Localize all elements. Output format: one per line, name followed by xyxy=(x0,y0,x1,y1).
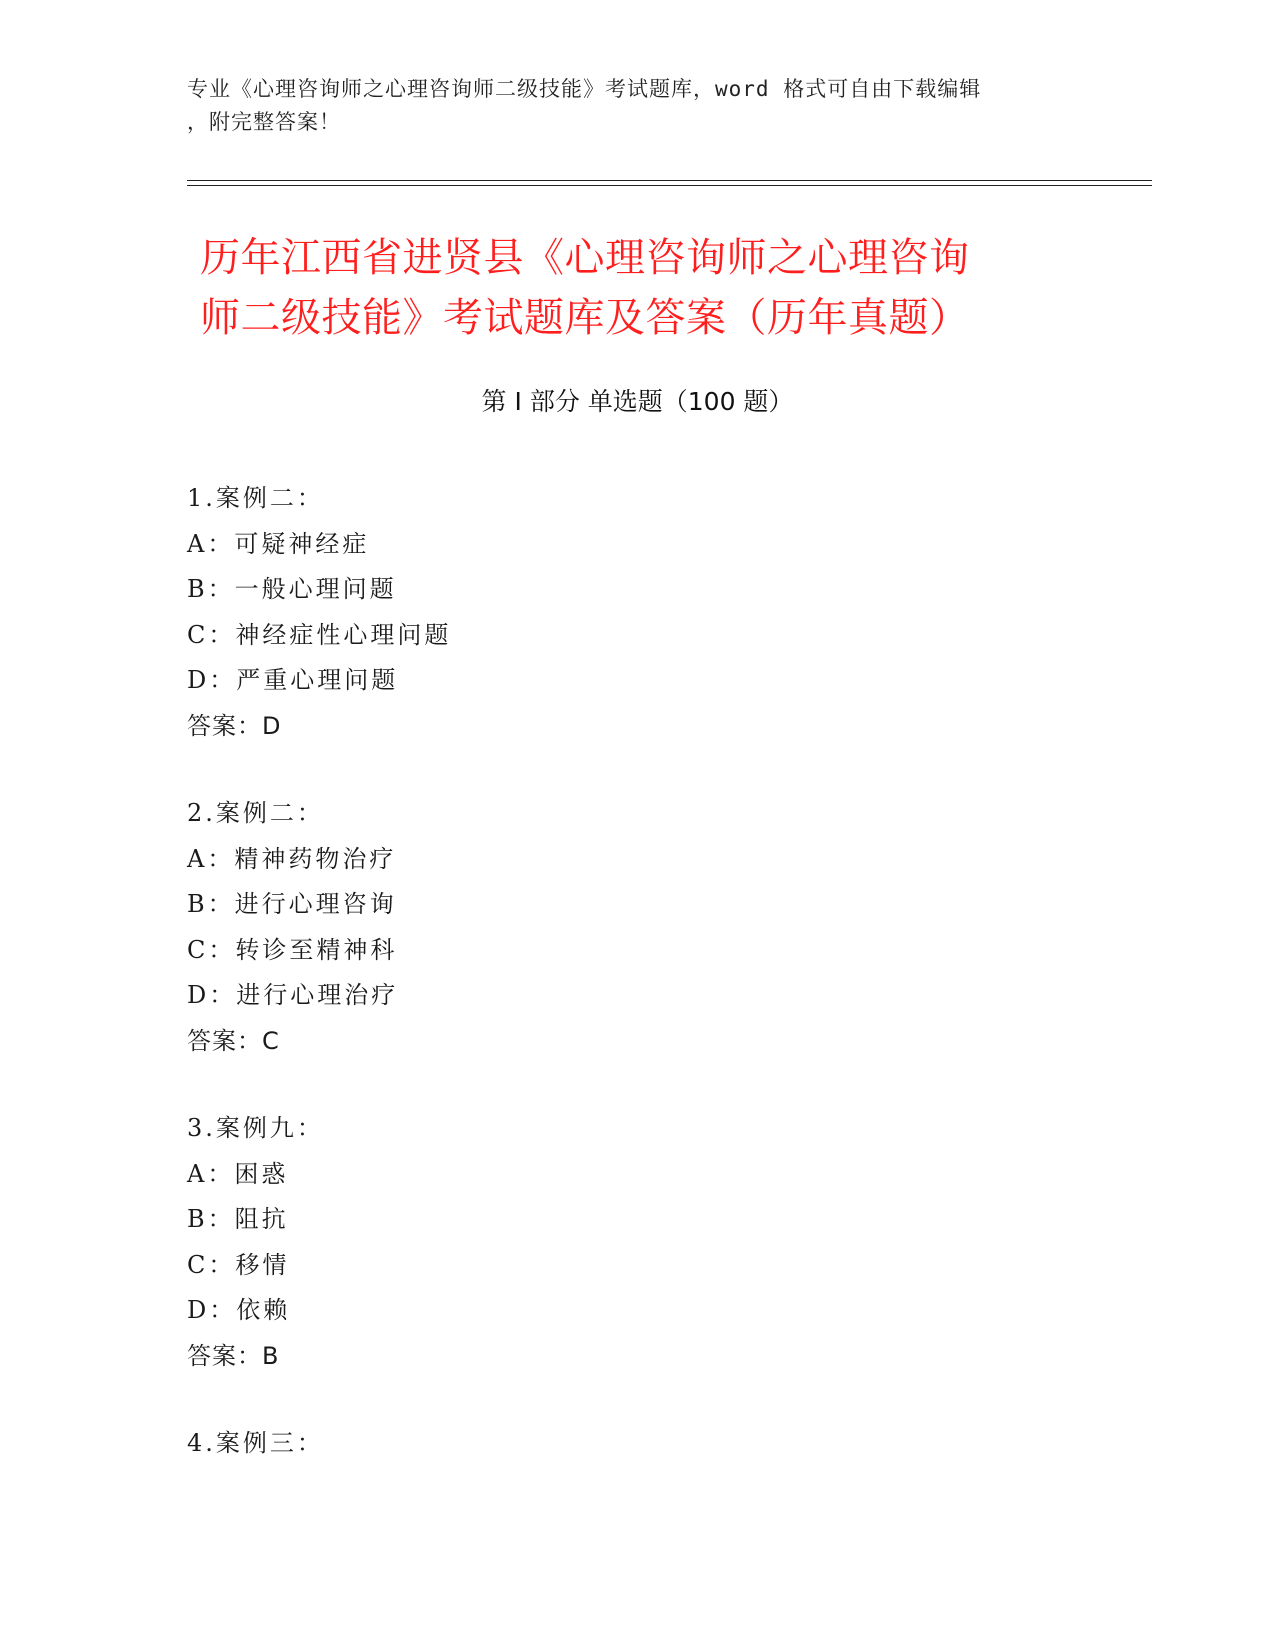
answer: 答案：D xyxy=(187,711,282,740)
option-b: B：进行心理咨询 xyxy=(187,890,397,918)
document-title-line-2: 师二级技能》考试题库及答案（历年真题） xyxy=(200,295,970,341)
question-2 xyxy=(187,791,1087,1064)
section-heading: 第 I 部分 单选题（100 题） xyxy=(481,387,794,416)
header-divider-bottom xyxy=(187,185,1152,186)
header-divider-top xyxy=(187,180,1152,181)
option-c: C：转诊至精神科 xyxy=(187,935,398,964)
option-a: A：精神药物治疗 xyxy=(187,844,397,873)
question-4 xyxy=(187,1421,1087,1467)
document-title-line-1: 历年江西省进贤县《心理咨询师之心理咨询 xyxy=(200,235,970,281)
option-b: B：一般心理问题 xyxy=(187,575,397,603)
option-d: D：进行心理治疗 xyxy=(187,981,399,1009)
answer: 答案：B xyxy=(187,1341,280,1370)
option-c: C：神经症性心理问题 xyxy=(187,620,452,649)
question-stem: 3.案例九： xyxy=(187,1114,324,1142)
document-title xyxy=(200,228,1100,348)
option-a: A：困惑 xyxy=(187,1159,289,1188)
option-d: D：依赖 xyxy=(187,1296,291,1324)
option-b: B：阻抗 xyxy=(187,1205,289,1233)
header-note-line-2: ，附完整答案！ xyxy=(187,110,341,134)
question-list xyxy=(187,476,1087,1509)
question-stem: 1.案例二： xyxy=(187,484,324,512)
question-stem: 4.案例三： xyxy=(187,1429,324,1457)
question-3 xyxy=(187,1106,1087,1379)
option-a: A：可疑神经症 xyxy=(187,529,370,558)
header-note xyxy=(187,73,1087,139)
answer: 答案：C xyxy=(187,1026,280,1055)
option-c: C：移情 xyxy=(187,1250,290,1279)
question-1 xyxy=(187,476,1087,749)
header-note-line-1: 专业《心理咨询师之心理咨询师二级技能》考试题库，word 格式可自由下载编辑 xyxy=(187,77,982,101)
option-d: D：严重心理问题 xyxy=(187,666,399,694)
question-stem: 2.案例二： xyxy=(187,799,324,827)
